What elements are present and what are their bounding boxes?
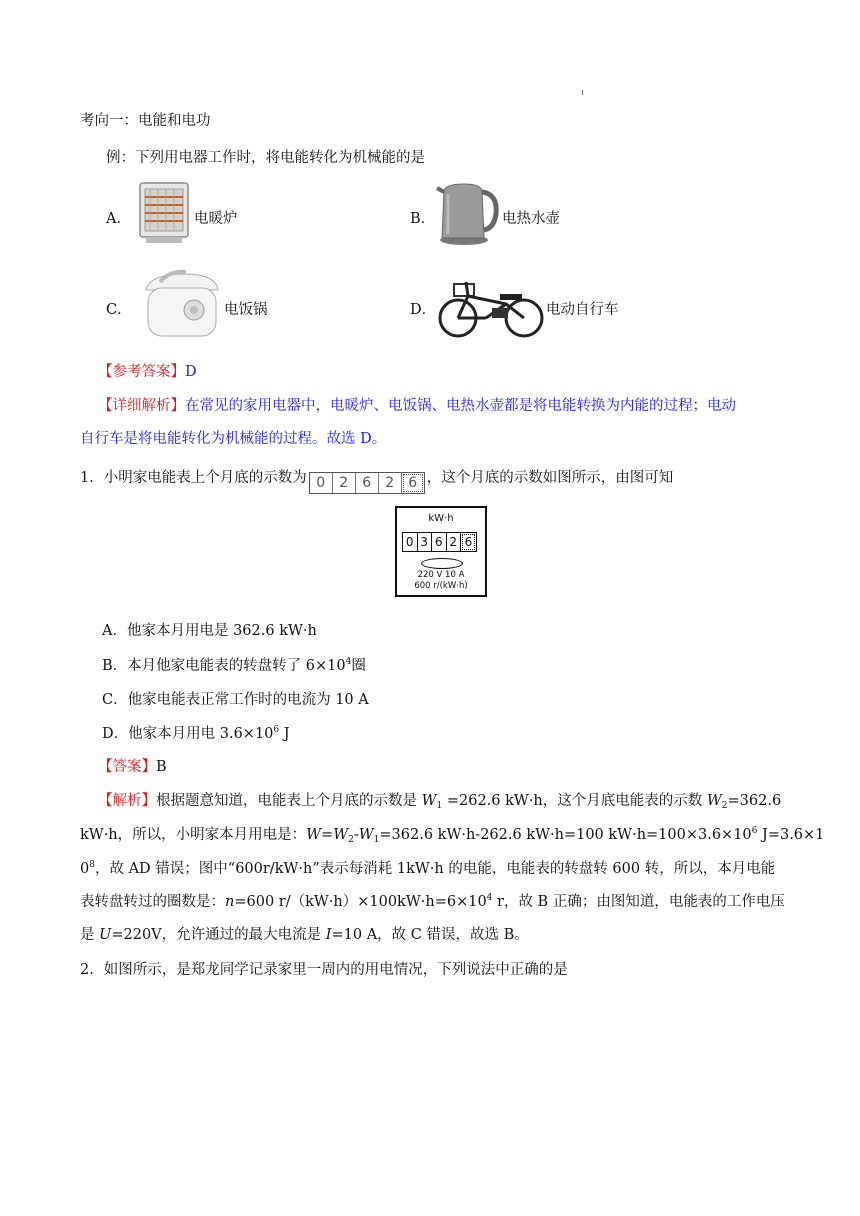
q2-stem: 2．如图所示，是郑龙同学记录家里一周内的用电情况，下列说法中正确的是 xyxy=(80,962,568,978)
q1-option-d-exp: 6 xyxy=(273,725,280,735)
kettle-icon xyxy=(436,178,502,248)
example-question: 例：下列用电器工作时，将电能转化为机械能的是 xyxy=(106,150,425,166)
digit: 0 xyxy=(403,533,418,551)
text: 表转盘转过的圈数是： xyxy=(80,894,225,910)
text: =220V，允许通过的最大电流是 xyxy=(111,927,326,943)
sub: 1 xyxy=(373,835,380,845)
digit-decimal: 6 xyxy=(462,534,475,550)
q1-analysis-tag: 【解析】 xyxy=(98,793,156,809)
q1-analysis-line4 xyxy=(80,890,785,911)
q1-answer-tag: 【答案】 xyxy=(98,759,156,775)
text: = xyxy=(321,827,334,843)
sup: 8 xyxy=(89,860,95,870)
option-d-letter: D． xyxy=(410,302,437,318)
section-title: 考向一：电能和电功 xyxy=(80,113,211,129)
meter-spec-voltage: 220 V 10 A xyxy=(417,570,465,580)
analysis-text-1: 在常见的家用电器中，电暖炉、电饭锅、电热水壶都是将电能转换为内能的过程；电动 xyxy=(185,398,736,414)
option-a-label: 电暖炉 xyxy=(194,211,238,227)
digit: 6 xyxy=(432,533,447,551)
var: n xyxy=(225,894,235,910)
q1-option-b-post: 圈 xyxy=(351,658,366,674)
var: W xyxy=(358,827,374,843)
heater-icon xyxy=(136,180,192,246)
q1-option-b xyxy=(102,654,366,675)
q1-stem xyxy=(80,466,673,494)
var: W xyxy=(306,827,322,843)
q1-stem-before: 1．小明家电能表上个月底的示数为 xyxy=(80,470,307,486)
digit: 0 xyxy=(310,473,333,493)
sup: 4 xyxy=(486,893,493,903)
text: =362.6 xyxy=(727,793,782,809)
q1-option-c: C．他家电能表正常工作时的电流为 10 A xyxy=(102,692,369,708)
last-month-reading xyxy=(309,472,425,494)
example-analysis-line2: 自行车是将电能转化为机械能的过程。故选 D。 xyxy=(80,431,387,447)
sup: 6 xyxy=(751,826,758,836)
q1-option-d-post: J xyxy=(279,726,290,742)
digit: 6 xyxy=(356,473,379,493)
sub: 2 xyxy=(348,835,354,845)
option-b-letter: B． xyxy=(410,211,436,227)
q1-answer-value: B xyxy=(156,759,167,775)
q1-stem-after: ，这个月底的示数如图所示，由图可知 xyxy=(426,470,674,486)
q1-analysis-line1 xyxy=(98,789,781,810)
text: 是 xyxy=(80,927,100,943)
var: W xyxy=(706,793,722,809)
text: 根据题意知道，电能表上个月底的示数是 xyxy=(156,793,422,809)
var: W xyxy=(421,793,437,809)
var: I xyxy=(325,927,332,943)
example-answer xyxy=(98,360,197,381)
q1-analysis-line5 xyxy=(80,923,529,944)
digit: 2 xyxy=(447,533,462,551)
meter-digits xyxy=(402,532,477,552)
meter-spec-rate: 600 r/(kW·h) xyxy=(414,581,468,591)
q1-option-a: A．他家本月用电是 362.6 kW·h xyxy=(102,623,317,639)
text: =362.6 kW·h-262.6 kW·h=100 kW·h=100×3.6×10 xyxy=(379,827,752,843)
text: 0 xyxy=(80,861,90,877)
e-bike-icon xyxy=(436,274,546,340)
text: =262.6 kW·h，这个月底电能表的示数 xyxy=(442,793,707,809)
answer-tag: 【参考答案】 xyxy=(98,364,185,380)
sub: 2 xyxy=(721,801,728,811)
text: r，故 B 正确；由图知道，电能表的工作电压 xyxy=(492,894,785,910)
option-d-label: 电动自行车 xyxy=(546,302,619,318)
q1-option-d xyxy=(102,722,290,743)
header-mark xyxy=(582,90,583,95)
option-a-letter: A． xyxy=(106,211,131,227)
option-c-label: 电饭锅 xyxy=(224,302,268,318)
meter-unit: kW·h xyxy=(428,513,454,524)
digit-decimal: 6 xyxy=(403,474,423,492)
text: J=3.6×1 xyxy=(757,827,825,843)
q1-option-b-text: B．本月他家电能表的转盘转了 6×10 xyxy=(102,658,346,674)
text: ，故 AD 错误；图中“600r/kW·h”表示每消耗 1kW·h 的电能，电能表的转盘转 600 转，所以，本月电能 xyxy=(94,861,776,877)
digit: 2 xyxy=(379,473,402,493)
text: =600 r/（kW·h）×100kW·h=6×10 xyxy=(234,894,487,910)
example-analysis-line1 xyxy=(98,394,736,415)
var: U xyxy=(99,927,112,943)
sub: 1 xyxy=(436,801,443,811)
q1-option-d-text: D．他家本月用电 3.6×10 xyxy=(102,726,274,742)
digit: 3 xyxy=(418,533,433,551)
q1-analysis-line3 xyxy=(80,857,775,878)
answer-value: D xyxy=(185,364,197,380)
q1-analysis-line2 xyxy=(80,823,824,844)
q1-answer xyxy=(98,755,167,776)
digit: 2 xyxy=(333,473,356,493)
option-b-label: 电热水壶 xyxy=(502,211,560,227)
var: W xyxy=(333,827,349,843)
text: - xyxy=(353,827,359,843)
text: kW·h，所以，小明家本月用电是： xyxy=(80,827,307,843)
electric-meter xyxy=(395,506,487,597)
text: =10 A，故 C 错误，故选 B。 xyxy=(331,927,529,943)
meter-disk-icon xyxy=(421,558,463,569)
q1-option-b-exp: 4 xyxy=(345,657,352,667)
option-c-letter: C． xyxy=(106,302,132,318)
analysis-tag: 【详细解析】 xyxy=(98,398,185,414)
rice-cooker-icon xyxy=(140,268,224,342)
